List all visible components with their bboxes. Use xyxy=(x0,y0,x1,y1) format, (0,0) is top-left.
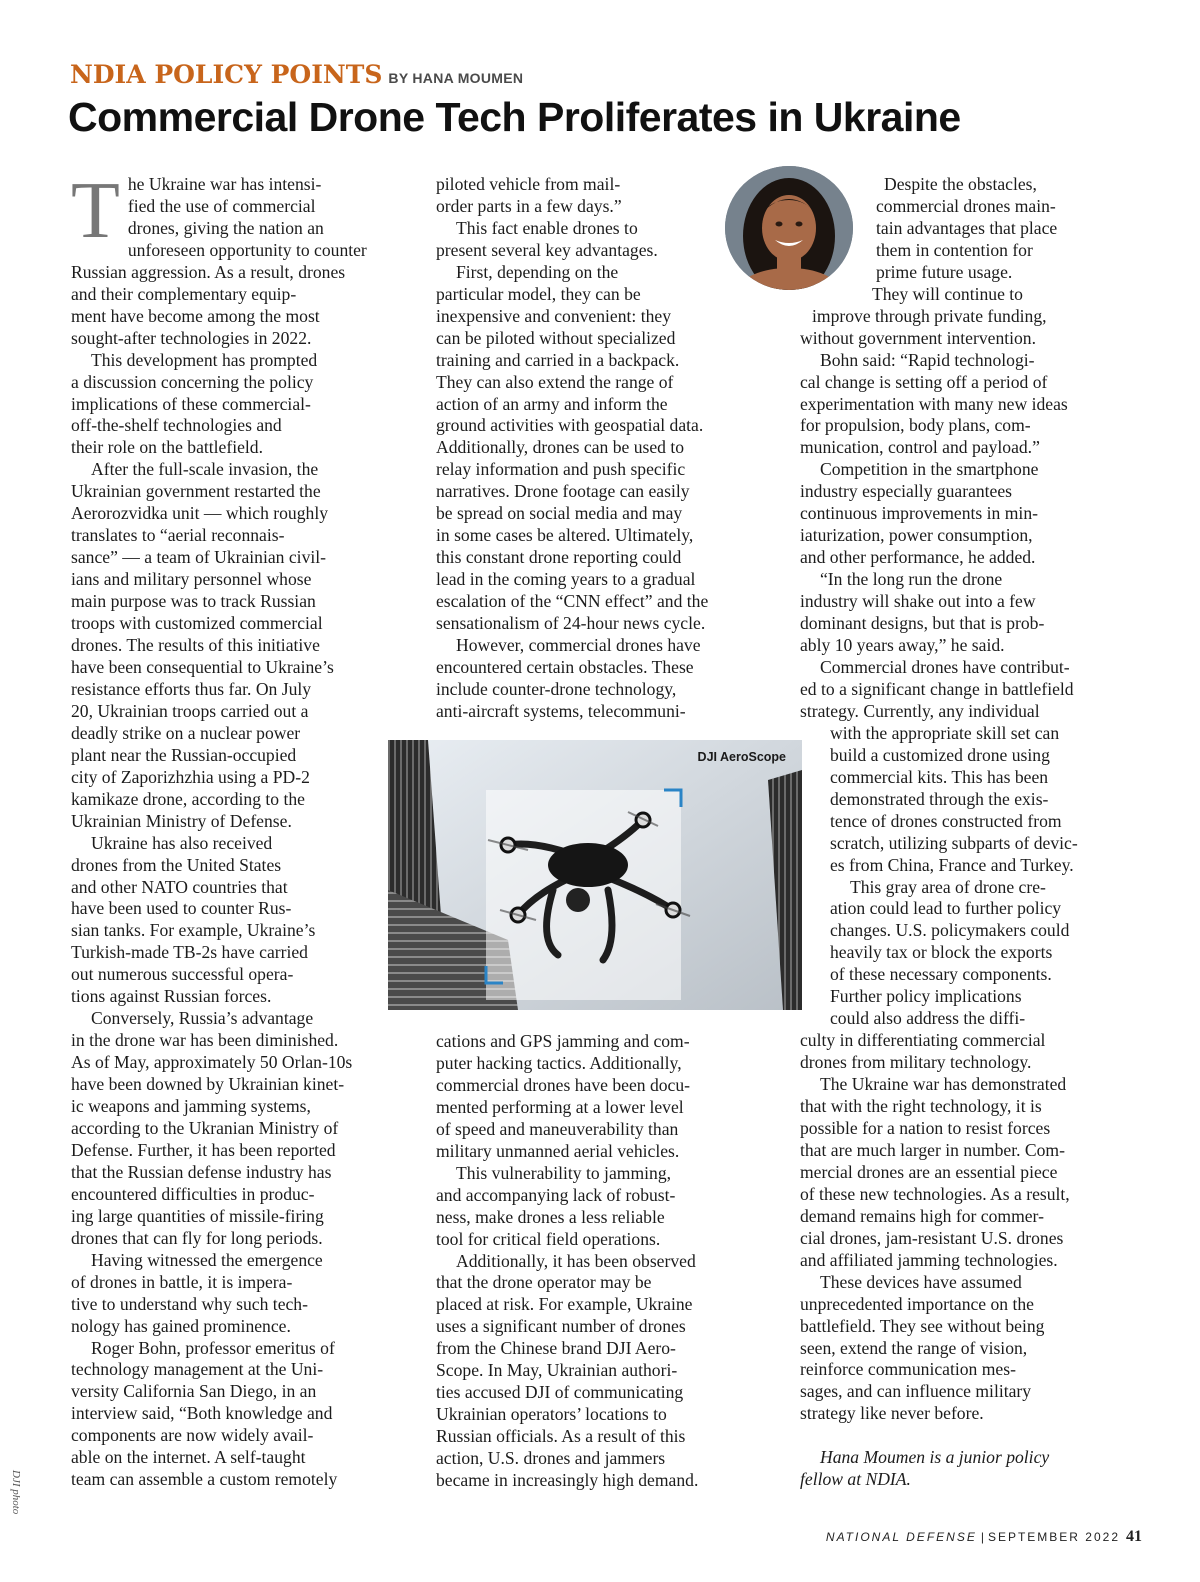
article-line: plant near the Russian-occupied xyxy=(71,744,297,765)
article-line: Roger Bohn, professor emeritus of xyxy=(91,1337,335,1358)
article-line: As of May, approximately 50 Orlan-10s xyxy=(71,1052,353,1073)
article-line: tive to understand why such tech- xyxy=(71,1293,308,1314)
article-line: components are now widely avail- xyxy=(71,1425,314,1446)
article-line: a discussion concerning the policy xyxy=(71,371,314,392)
article-line: without government intervention. xyxy=(800,327,1037,348)
article-line: changes. U.S. policymakers could xyxy=(830,920,1070,941)
article-line: Conversely, Russia’s advantage xyxy=(91,1008,314,1029)
article-line: industry will shake out into a few xyxy=(800,591,1036,612)
article-line: demand remains high for commer- xyxy=(800,1205,1044,1226)
author-portrait xyxy=(725,166,853,290)
article-line: order parts in a few days.” xyxy=(436,195,622,216)
article-column-2-bottom xyxy=(436,1031,766,1492)
photo-tag: DJI AeroScope xyxy=(697,750,786,764)
article-line: heavily tax or block the exports xyxy=(830,942,1053,963)
article-line: ment have become among the most xyxy=(71,305,320,326)
article-line: relay information and push specific xyxy=(436,459,686,480)
article-line: have been consequential to Ukraine’s xyxy=(71,656,334,677)
drone-photo xyxy=(388,740,802,1010)
article-line: scratch, utilizing subparts of devic- xyxy=(830,832,1078,853)
article-line: anti-aircraft systems, telecommuni- xyxy=(436,700,686,721)
article-line: sance” — a team of Ukrainian civil- xyxy=(71,547,326,568)
article-line: es from China, France and Turkey. xyxy=(830,854,1074,875)
article-line: drones, giving the nation an xyxy=(127,217,324,238)
article-line: mercial drones are an essential piece xyxy=(800,1161,1058,1182)
article-line: The Ukraine war has demonstrated xyxy=(820,1074,1067,1095)
article-line: Scope. In May, Ukrainian authori- xyxy=(436,1360,678,1381)
article-line: iaturization, power consumption, xyxy=(800,525,1033,546)
article-line: Russian aggression. As a result, drones xyxy=(71,261,346,282)
article-line: tence of drones constructed from xyxy=(830,810,1062,831)
article-line: and other NATO countries that xyxy=(71,876,288,897)
article-line: Ukrainian Ministry of Defense. xyxy=(71,810,292,831)
article-line: fied the use of commercial xyxy=(127,195,316,216)
article-line: main purpose was to track Russian xyxy=(71,591,316,612)
article-line: Competition in the smartphone xyxy=(820,459,1039,480)
article-line: he Ukraine war has intensi- xyxy=(127,174,322,194)
article-line: encountered difficulties in produc- xyxy=(71,1183,315,1204)
article-line: commercial drones have been docu- xyxy=(436,1074,691,1095)
article-line: ians and military personnel whose xyxy=(71,569,312,590)
article-line: of speed and maneuverability than xyxy=(436,1118,679,1139)
article-line: and affiliated jamming technologies. xyxy=(800,1249,1058,1270)
article-line: sages, and can influence military xyxy=(800,1381,1032,1402)
article-line: This vulnerability to jamming, xyxy=(456,1162,672,1183)
article-line: with the appropriate skill set can xyxy=(830,722,1060,743)
article-line: Turkish-made TB-2s have carried xyxy=(71,942,308,963)
article-line: troops with customized commercial xyxy=(71,613,323,634)
article-line: reinforce communication mes- xyxy=(800,1359,1016,1380)
article-line: Further policy implications xyxy=(830,986,1022,1007)
photo-credit: DJI photo xyxy=(10,1470,22,1515)
article-line: drones. The results of this initiative xyxy=(71,635,320,656)
article-line: ness, make drones a less reliable xyxy=(436,1206,665,1227)
article-line: translates to “aerial reconnais- xyxy=(71,525,285,546)
article-line: ation could lead to further policy xyxy=(830,898,1062,919)
article-line: strategy. Currently, any individual xyxy=(800,700,1040,721)
article-line: tool for critical field operations. xyxy=(436,1228,661,1249)
article-line: Additionally, drones can be used to xyxy=(436,437,685,458)
article-line: of these necessary components. xyxy=(830,964,1052,985)
article-line: tain advantages that place xyxy=(876,217,1058,238)
article-line: This fact enable drones to xyxy=(456,217,638,238)
publication-name: NATIONAL DEFENSE xyxy=(825,1530,977,1544)
article-line: industry especially guarantees xyxy=(800,481,1013,502)
article-line: ably 10 years away,” he said. xyxy=(800,635,1005,656)
article-line: ties accused DJI of communicating xyxy=(436,1382,684,1403)
article-line: cal change is setting off a period of xyxy=(800,371,1048,392)
article-line: Russian officials. As a result of this xyxy=(436,1426,686,1447)
article-line: action, U.S. drones and jammers xyxy=(436,1448,666,1469)
article-column-3 xyxy=(800,174,1135,1491)
article-line: mented performing at a lower level xyxy=(436,1096,684,1117)
article-line: narratives. Drone footage can easily xyxy=(436,481,690,502)
article-line: training and carried in a backpack. xyxy=(436,349,680,370)
article-line: ed to a significant change in battlefield xyxy=(800,678,1074,699)
article-line: cations and GPS jamming and com- xyxy=(436,1031,690,1051)
article-line: build a customized drone using xyxy=(830,744,1050,765)
article-line: drones that can fly for long periods. xyxy=(71,1227,323,1248)
article-line: from the Chinese brand DJI Aero- xyxy=(436,1338,676,1359)
article-line: according to the Ukranian Ministry of xyxy=(71,1117,339,1138)
spacer xyxy=(800,1425,1135,1447)
article-line: Ukraine has also received xyxy=(91,832,273,853)
article-line: of these new technologies. As a result, xyxy=(800,1183,1070,1204)
article-line: of drones in battle, it is impera- xyxy=(71,1271,293,1292)
article-line: Commercial drones have contribut- xyxy=(820,656,1070,677)
article-line: prime future usage. xyxy=(876,261,1013,282)
article-line: Aerorozvidka unit — which roughly xyxy=(71,503,329,524)
article-line: that the drone operator may be xyxy=(436,1272,652,1293)
article-line: They will continue to xyxy=(872,283,1023,304)
article-line: encountered certain obstacles. These xyxy=(436,656,694,677)
drone-photo-illustration xyxy=(388,740,802,1010)
article-line: culty in differentiating commercial xyxy=(800,1030,1046,1051)
article-line: sought-after technologies in 2022. xyxy=(71,327,312,348)
article-line: dominant designs, but that is prob- xyxy=(800,613,1045,634)
article-line: in the drone war has been diminished. xyxy=(71,1030,339,1051)
article-line: and their complementary equip- xyxy=(71,283,297,304)
article-line: munication, control and payload.” xyxy=(800,437,1040,458)
article-line: present several key advantages. xyxy=(436,239,658,260)
article-line: include counter-drone technology, xyxy=(436,678,677,699)
article-line: escalation of the “CNN effect” and the xyxy=(436,591,709,612)
article-line: city of Zaporizhzhia using a PD-2 xyxy=(71,766,310,787)
article-line: “In the long run the drone xyxy=(820,569,1003,590)
article-line: military unmanned aerial vehicles. xyxy=(436,1140,680,1161)
article-line: team can assemble a custom remotely xyxy=(71,1469,338,1490)
article-line: unprecedented importance on the xyxy=(800,1293,1034,1314)
article-line: tions against Russian forces. xyxy=(71,986,272,1007)
article-line: implications of these commercial- xyxy=(71,393,311,414)
article-line: Ukrainian operators’ locations to xyxy=(436,1404,667,1425)
article-line: able on the internet. A self-taught xyxy=(71,1447,306,1468)
article-line: have been downed by Ukrainian kinet- xyxy=(71,1074,345,1095)
article-line: drones from military technology. xyxy=(800,1052,1032,1073)
article-line: that are much larger in number. Com- xyxy=(800,1139,1065,1160)
article-line: experimentation with many new ideas xyxy=(800,393,1068,414)
article-line: Having witnessed the emergence xyxy=(91,1249,323,1270)
article-line: their role on the battlefield. xyxy=(71,437,263,458)
article-line: that with the right technology, it is xyxy=(800,1096,1042,1117)
article-line: unforeseen opportunity to counter xyxy=(127,239,367,260)
article-line: seen, extend the range of vision, xyxy=(800,1337,1028,1358)
article-line: be spread on social media and may xyxy=(436,503,683,524)
author-bio: Hana Moumen is a junior policy xyxy=(820,1447,1050,1468)
article-line: However, commercial drones have xyxy=(456,635,701,656)
article-line: out numerous successful opera- xyxy=(71,964,294,985)
article-line: for propulsion, body plans, com- xyxy=(800,415,1031,436)
article-line: ic weapons and jamming systems, xyxy=(71,1096,311,1117)
footer-separator: | xyxy=(980,1530,984,1544)
article-line: uses a significant number of drones xyxy=(436,1316,686,1337)
article-line: ground activities with geospatial data. xyxy=(436,415,704,436)
article-line: off-the-shelf technologies and xyxy=(71,415,282,436)
article-line: This gray area of drone cre- xyxy=(850,876,1046,897)
article-line: this constant drone reporting could xyxy=(436,547,682,568)
article-line: drones from the United States xyxy=(71,854,282,875)
article-line: puter hacking tactics. Additionally, xyxy=(436,1052,682,1073)
article-line: cial drones, jam-resistant U.S. drones xyxy=(800,1227,1064,1248)
article-line: that the Russian defense industry has xyxy=(71,1161,332,1182)
article-line: them in contention for xyxy=(876,239,1033,260)
article-line: They can also extend the range of xyxy=(436,371,674,392)
article-line: placed at risk. For example, Ukraine xyxy=(436,1294,693,1315)
article-line: possible for a nation to resist forces xyxy=(800,1117,1051,1138)
article-line: interview said, “Both knowledge and xyxy=(71,1403,333,1424)
article-line: ing large quantities of missile-firing xyxy=(71,1205,324,1226)
article-line: inexpensive and convenient: they xyxy=(436,305,671,326)
article-line: in some cases be altered. Ultimately, xyxy=(436,525,694,546)
article-line: resistance efforts thus far. On July xyxy=(71,678,312,699)
article-line: Defense. Further, it has been reported xyxy=(71,1139,336,1160)
article-line: have been used to counter Rus- xyxy=(71,898,292,919)
page-footer xyxy=(826,1528,1142,1546)
article-line: Bohn said: “Rapid technologi- xyxy=(820,349,1035,370)
article-line: Despite the obstacles, xyxy=(884,174,1037,194)
article-line: commercial drones main- xyxy=(876,195,1056,216)
article-line: strategy like never before. xyxy=(800,1403,984,1424)
article-column-2-top xyxy=(436,174,766,723)
article-line: and accompanying lack of robust- xyxy=(436,1184,676,1205)
article-headline: Commercial Drone Tech Proliferates in Ukraine xyxy=(68,94,961,140)
author-bio: fellow at NDIA. xyxy=(800,1469,911,1490)
article-line: improve through private funding, xyxy=(812,305,1047,326)
article-line: deadly strike on a nuclear power xyxy=(71,722,301,743)
article-line: These devices have assumed xyxy=(820,1271,1022,1292)
article-line: demonstrated through the exis- xyxy=(830,788,1049,809)
kicker xyxy=(70,60,523,89)
article-line: 20, Ukrainian troops carried out a xyxy=(71,700,309,721)
article-line: versity California San Diego, in an xyxy=(71,1381,317,1402)
article-line: After the full-scale invasion, the xyxy=(91,459,319,480)
page-number: 41 xyxy=(1126,1528,1142,1545)
article-line: battlefield. They see without being xyxy=(800,1315,1045,1336)
byline: BY HANA MOUMEN xyxy=(388,70,524,86)
article-line: commercial kits. This has been xyxy=(830,766,1049,787)
article-line: became in increasingly high demand. xyxy=(436,1470,699,1491)
article-line: continuous improvements in min- xyxy=(800,503,1038,524)
article-column-1 xyxy=(71,167,408,1491)
article-line: First, depending on the xyxy=(456,261,619,282)
article-line: action of an army and inform the xyxy=(436,393,668,414)
article-line: particular model, they can be xyxy=(436,283,641,304)
article-line: piloted vehicle from mail- xyxy=(436,174,621,194)
article-line: This development has prompted xyxy=(91,349,318,370)
article-line: sensationalism of 24-hour news cycle. xyxy=(436,613,706,634)
article-line: sian tanks. For example, Ukraine’s xyxy=(71,920,316,941)
author-portrait-illustration xyxy=(725,166,853,290)
section-kicker: NDIA POLICY POINTS xyxy=(70,60,383,89)
article-line: could also address the diffi- xyxy=(830,1008,1026,1029)
article-line: and other performance, he added. xyxy=(800,547,1036,568)
article-line: technology management at the Uni- xyxy=(71,1359,324,1380)
issue-date: SEPTEMBER 2022 xyxy=(987,1530,1120,1544)
article-line: nology has gained prominence. xyxy=(71,1315,291,1336)
article-line: kamikaze drone, according to the xyxy=(71,788,305,809)
article-line: Ukrainian government restarted the xyxy=(71,481,321,502)
article-line: Additionally, it has been observed xyxy=(456,1250,696,1271)
article-line: can be piloted without specialized xyxy=(436,327,676,348)
drop-cap: T xyxy=(71,167,120,255)
article-line: lead in the coming years to a gradual xyxy=(436,569,696,590)
